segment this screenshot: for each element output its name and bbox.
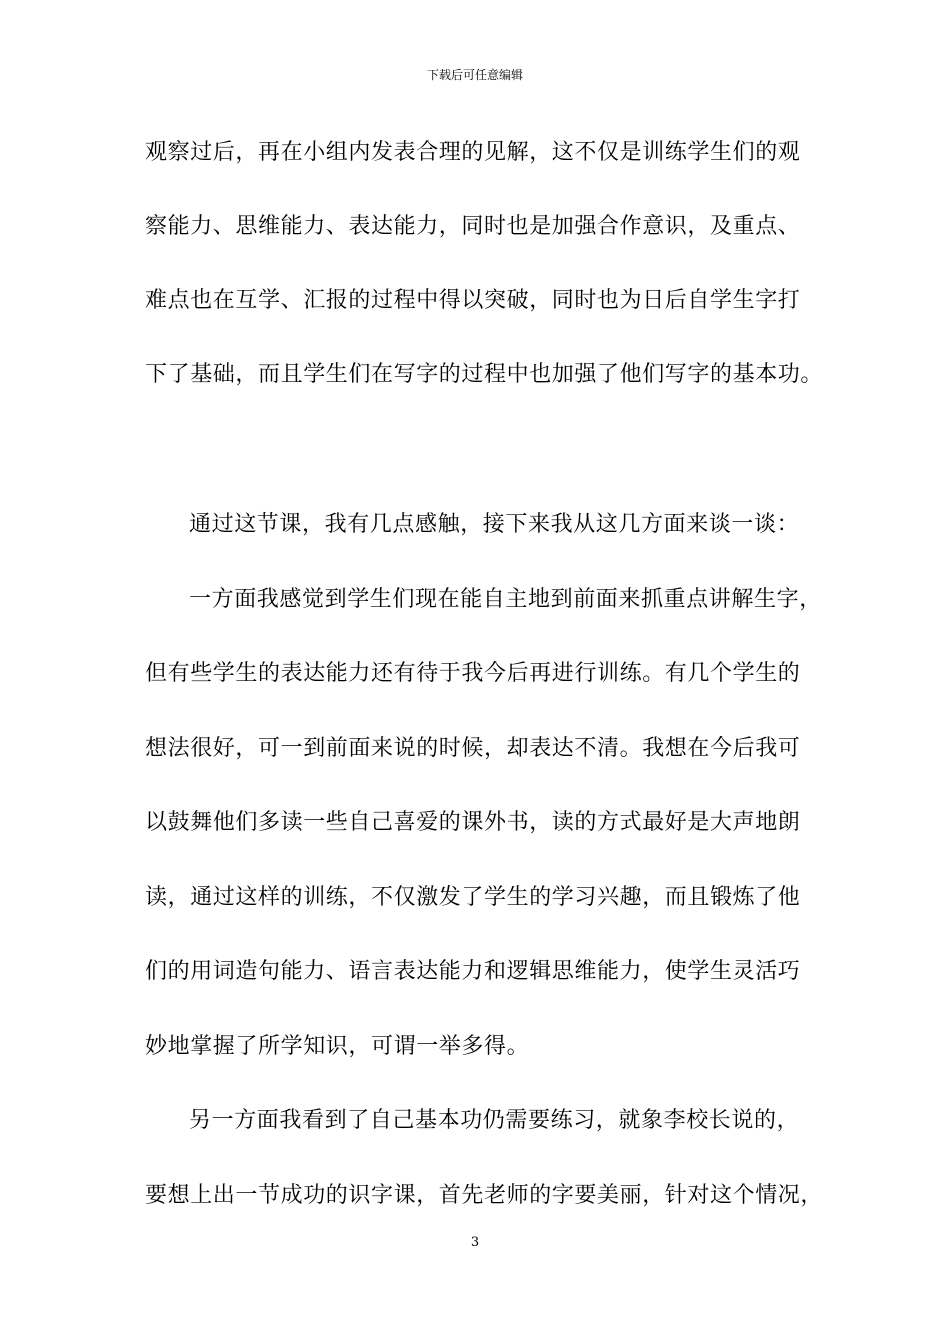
paragraph-line: 察能力、思维能力、表达能力，同时也是加强合作意识，及重点、 (145, 214, 801, 239)
page-number: 3 (470, 1235, 480, 1250)
paragraph-line: 另一方面我看到了自己基本功仍需要练习，就象李校长说的， (189, 1108, 800, 1133)
paragraph-line: 以鼓舞他们多读一些自己喜爱的课外书，读的方式最好是大声地朗 (145, 810, 801, 835)
paragraph-line: 通过这节课，我有几点感触，接下来我从这几方面来谈一谈： (189, 512, 800, 537)
paragraph-line: 妙地掌握了所学知识，可谓一举多得。 (145, 1034, 530, 1059)
page-header: 下载后可任意编辑 (426, 68, 523, 82)
paragraph-line: 观察过后，再在小组内发表合理的见解，这不仅是训练学生们的观 (145, 140, 801, 165)
paragraph-line: 下了基础，而且学生们在写字的过程中也加强了他们写字的基本功。 (145, 362, 824, 387)
paragraph-line: 一方面我感觉到学生们现在能自主地到前面来抓重点讲解生字， (189, 587, 822, 612)
paragraph-line: 们的用词造句能力、语言表达能力和逻辑思维能力，使学生灵活巧 (145, 959, 801, 984)
paragraph-line: 难点也在互学、汇报的过程中得以突破，同时也为日后自学生字打 (145, 288, 801, 313)
paragraph-line: 想法很好，可一到前面来说的时候，却表达不清。我想在今后我可 (145, 736, 801, 761)
paragraph-line: 读，通过这样的训练，不仅激发了学生的学习兴趣，而且锻炼了他 (145, 885, 801, 910)
paragraph-line: 要想上出一节成功的识字课，首先老师的字要美丽，针对这个情况， (145, 1183, 824, 1208)
paragraph-line: 但有些学生的表达能力还有待于我今后再进行训练。有几个学生的 (145, 661, 801, 686)
